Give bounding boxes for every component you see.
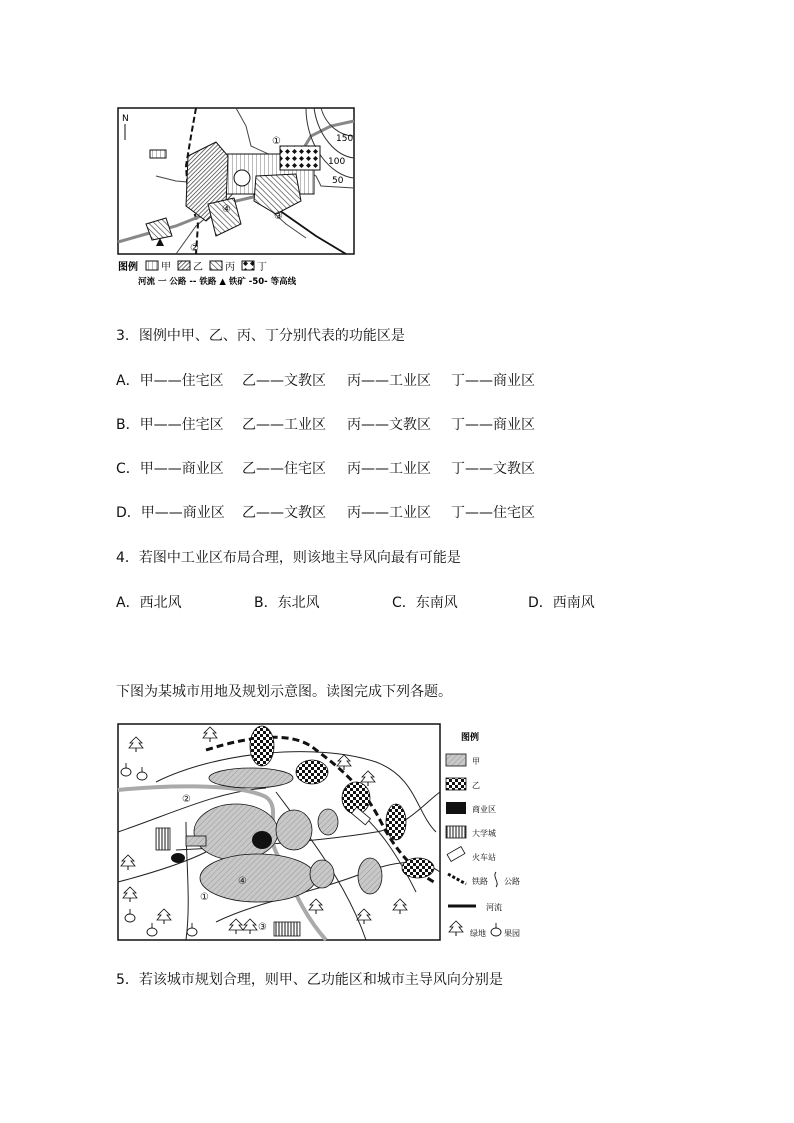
q3-a-part4: 丁——商业区 bbox=[451, 373, 535, 389]
map1-svg bbox=[116, 106, 360, 290]
map1-legend-title: 图例 bbox=[118, 262, 138, 273]
q3-a-part1: A．甲——住宅区 bbox=[116, 373, 224, 389]
zone-jia-3 bbox=[209, 768, 293, 788]
legend-road: 公路 bbox=[504, 877, 520, 886]
map2-marker-1: ① bbox=[200, 892, 209, 903]
q3-b-part3: 丙——文教区 bbox=[347, 417, 431, 433]
q3-c-part2: 乙——住宅区 bbox=[242, 461, 326, 477]
map1-marker-2: ② bbox=[190, 243, 199, 254]
q3-c-part1: C．甲——商业区 bbox=[116, 461, 224, 477]
legend-river: 河流 bbox=[486, 903, 502, 912]
question-3-stem: 3．图例中甲、乙、丙、丁分别代表的功能区是 bbox=[116, 328, 405, 344]
zone-yi-2 bbox=[296, 760, 328, 784]
map2-svg bbox=[116, 722, 546, 944]
q3-a-part3: 丙——工业区 bbox=[347, 373, 431, 389]
q3-d-part3: 丙——工业区 bbox=[347, 505, 431, 521]
zone-yi-1 bbox=[250, 726, 274, 766]
q4-option-d[interactable]: D．西南风 bbox=[528, 595, 595, 611]
legend-train-station: 火车站 bbox=[472, 853, 496, 862]
q3-option-c[interactable] bbox=[116, 458, 676, 478]
north-label: N bbox=[122, 114, 129, 124]
map2-figure bbox=[116, 722, 546, 944]
legend-university: 大学城 bbox=[472, 829, 496, 838]
map1-marker-4: ④ bbox=[222, 204, 231, 215]
q3-option-b[interactable] bbox=[116, 414, 676, 434]
question-4-stem: 4．若图中工业区布局合理，则该地主导风向最有可能是 bbox=[116, 550, 461, 566]
q3-a-part2: 乙——文教区 bbox=[242, 373, 326, 389]
legend-bing: 丙 bbox=[225, 262, 235, 273]
zone-jia-5 bbox=[310, 860, 334, 888]
map1-marker-3: ③ bbox=[274, 211, 283, 222]
map2-marker-2: ② bbox=[182, 794, 191, 805]
map2-marker-3: ③ bbox=[258, 922, 267, 933]
legend-jia: 甲 bbox=[472, 757, 480, 766]
q3-b-part1: B．甲——住宅区 bbox=[116, 417, 224, 433]
legend-yi: 乙 bbox=[472, 781, 480, 790]
question-5-stem: 5．若该城市规划合理，则甲、乙功能区和城市主导风向分别是 bbox=[116, 972, 503, 988]
q3-b-part2: 乙——工业区 bbox=[242, 417, 326, 433]
zone-commercial-1 bbox=[252, 831, 272, 849]
q3-c-part3: 丙——工业区 bbox=[347, 461, 431, 477]
q3-c-part4: 丁——文教区 bbox=[451, 461, 535, 477]
map2-marker-4: ④ bbox=[238, 876, 247, 887]
q3-d-part4: 丁——住宅区 bbox=[451, 505, 535, 521]
zone-jia-2 bbox=[200, 854, 316, 902]
zone-yi-5 bbox=[402, 858, 434, 878]
map1-figure bbox=[116, 106, 360, 290]
q3-option-a[interactable] bbox=[116, 370, 676, 390]
zone-ding bbox=[280, 146, 320, 170]
legend-ding: 丁 bbox=[257, 262, 267, 273]
legend-jia: 甲 bbox=[161, 262, 171, 273]
legend-railway: 铁路 bbox=[472, 877, 488, 886]
map2-legend-title: 图例 bbox=[461, 733, 480, 743]
legend-green: 绿地 bbox=[470, 929, 486, 938]
q4-option-b[interactable]: B．东北风 bbox=[254, 595, 320, 611]
q4-options bbox=[116, 592, 676, 612]
zone-university-2 bbox=[274, 922, 300, 936]
zone-jia-7 bbox=[318, 809, 338, 835]
q3-d-part1: D．甲——商业区 bbox=[116, 505, 225, 521]
legend-orchard: 果园 bbox=[504, 929, 520, 938]
contour-label-100: 100 bbox=[328, 157, 346, 167]
map1-legend-line2: 河流 一 公路 -- 铁路 ▲ 铁矿 -50- 等高线 bbox=[138, 277, 297, 287]
legend-commercial: 商业区 bbox=[472, 805, 496, 814]
section-intro: 下图为某城市用地及规划示意图。读图完成下列各题。 bbox=[116, 684, 452, 700]
map1-marker-1: ① bbox=[272, 136, 281, 147]
q3-option-d[interactable] bbox=[116, 502, 676, 522]
q4-option-c[interactable]: C．东南风 bbox=[392, 595, 458, 611]
zone-jia-6 bbox=[358, 858, 382, 894]
zone-jia-small bbox=[150, 150, 166, 158]
zone-university-1 bbox=[156, 828, 170, 850]
q3-b-part4: 丁——商业区 bbox=[451, 417, 535, 433]
legend-yi: 乙 bbox=[193, 262, 203, 273]
zone-commercial-2 bbox=[171, 853, 185, 863]
q3-d-part2: 乙——文教区 bbox=[242, 505, 326, 521]
zone-yi-4 bbox=[386, 804, 406, 840]
contour-label-150: 150 bbox=[336, 134, 354, 144]
q4-option-a[interactable]: A．西北风 bbox=[116, 595, 182, 611]
zone-jia-4 bbox=[276, 810, 312, 850]
contour-label-50: 50 bbox=[332, 176, 344, 186]
